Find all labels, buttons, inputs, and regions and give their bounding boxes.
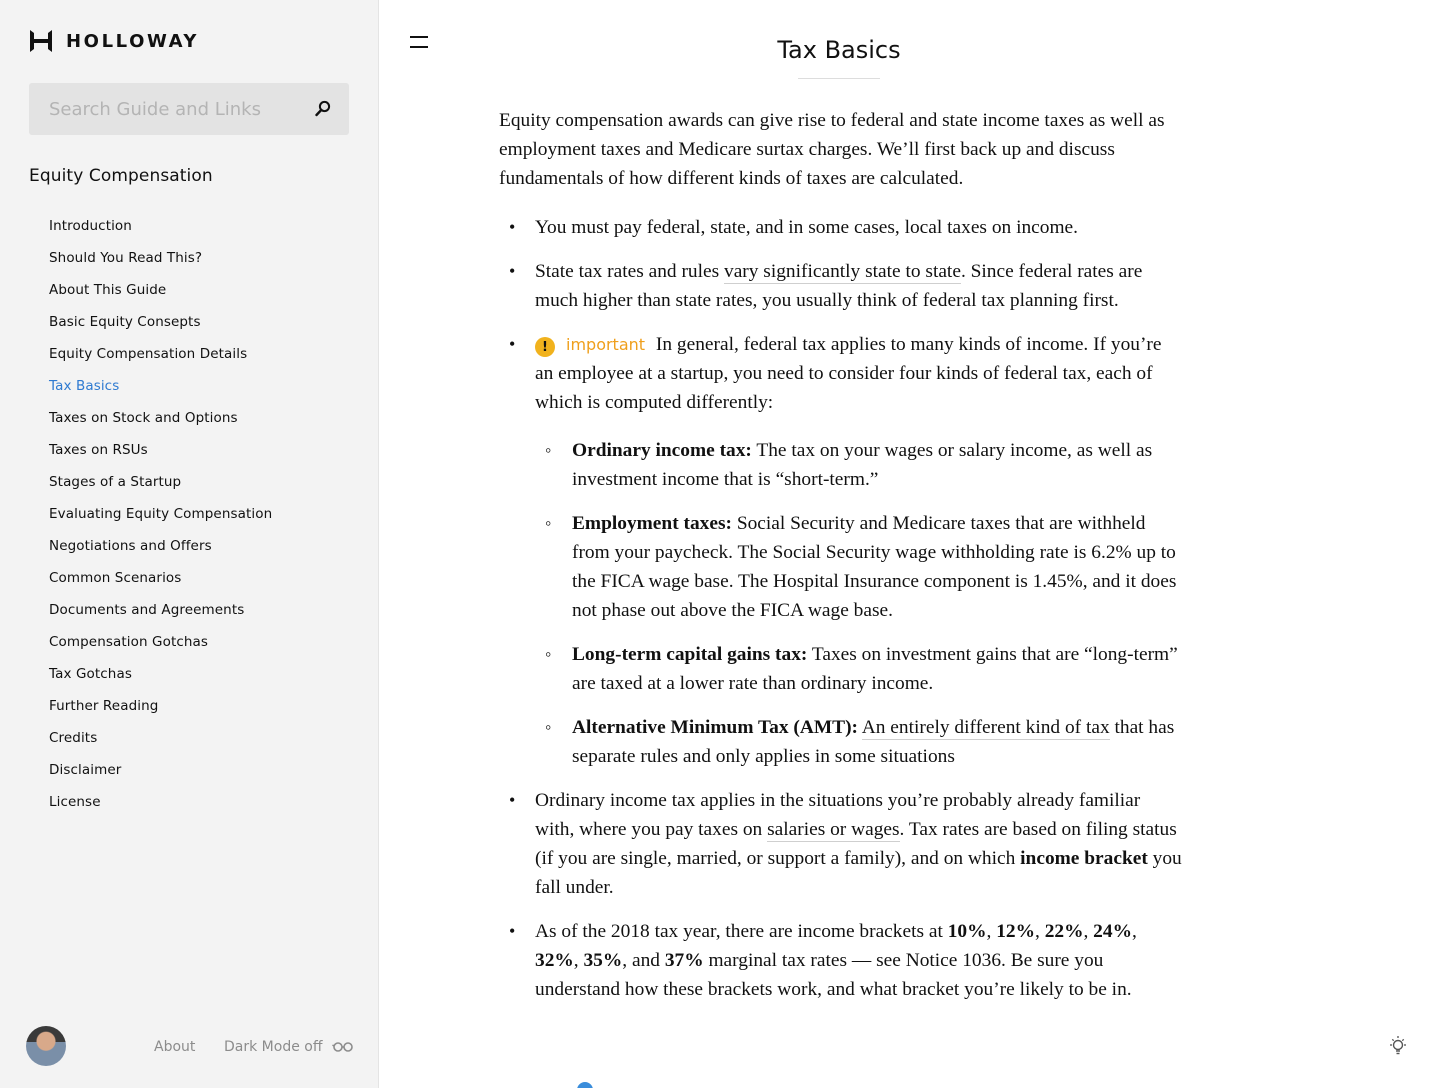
glasses-icon (332, 1041, 354, 1053)
term-description: Taxes on investment gains that are “long-term” are taxed at a lower rate than ordinary income. (572, 644, 1178, 694)
important-badge (535, 330, 645, 359)
rate-value: 22% (1044, 921, 1084, 942)
sidebar-item-label[interactable]: Common Scenarios (49, 570, 182, 586)
menu-icon[interactable] (410, 34, 430, 50)
sidebar-item-documents-and-agreements (49, 600, 272, 632)
sidebar-item-equity-compensation-details (49, 344, 272, 376)
term-description: Social Security and Medicare taxes that are withheld from your paycheck. The Social Security wage withholding rate is 6.2% up to the FICA wage base. The Hospital Insurance component is 1.45%, and it does not phase out above the FICA wage base. (572, 513, 1177, 621)
bullet-text: State tax rates and rules (535, 261, 724, 282)
rate-value: 35% (583, 950, 623, 971)
bullet-text: and (631, 950, 660, 971)
avatar[interactable] (26, 1026, 66, 1066)
rate-value: 10% (947, 921, 987, 942)
rate-value: 12% (996, 921, 1035, 942)
sub-list (535, 436, 1183, 771)
rate-value: 37% (664, 950, 704, 971)
sidebar-item-label[interactable]: Compensation Gotchas (49, 634, 209, 650)
important-label: important (566, 335, 646, 354)
sidebar-item-label[interactable]: Documents and Agreements (49, 602, 245, 618)
sidebar-item-label[interactable]: Credits (49, 730, 98, 746)
exclamation-icon: • ! (535, 337, 555, 357)
sidebar-item-basic-equity-concepts (49, 312, 272, 344)
dark-mode-toggle[interactable] (224, 1039, 354, 1055)
sidebar-item-negotiations-and-offers (49, 536, 272, 568)
bullet-text: In general, federal tax applies to many kinds of income. If you’re an employee at a startup, you need to consider four kinds of federal tax, each of which is computed differently: (535, 334, 1162, 413)
sidebar-section-title[interactable]: Equity Compensation (29, 166, 213, 186)
sidebar-item-stages-of-a-startup (49, 472, 272, 504)
sidebar-item-compensation-gotchas (49, 632, 272, 664)
brand-logo[interactable] (29, 30, 199, 52)
sidebar-item-label[interactable]: Introduction (49, 218, 132, 234)
sidebar-item-credits (49, 728, 272, 760)
sidebar-item-label-active[interactable]: Tax Basics (49, 378, 120, 394)
search-box (29, 83, 349, 135)
sidebar-item-label[interactable]: Basic Equity Consepts (49, 314, 201, 330)
salaries-link[interactable]: salaries or wages (767, 819, 900, 840)
list-item (499, 330, 1183, 771)
list-item (499, 786, 1183, 902)
bullet-text: marginal tax rates — see Notice 1036. Be sure you understand how these brackets work, and what bracket you’re likely to be in. (535, 950, 1132, 1000)
sidebar-item-should-you-read-this (49, 248, 272, 280)
term-description: that has separate rules and only applies in some situations (572, 717, 1175, 767)
sub-list-item (535, 713, 1183, 771)
bullet-text: . Tax rates are based on filing status (if you are single, married, or support a family), and on which (535, 819, 1177, 869)
sidebar-item-label[interactable]: Should You Read This? (49, 250, 203, 266)
sidebar-nav (49, 216, 272, 824)
bullet-text: As of the 2018 tax year, there are income brackets at (535, 921, 948, 942)
term-description: The tax on your wages or salary income, as well as investment income that is “short-term.” (572, 440, 1153, 490)
sidebar-item-label[interactable]: Evaluating Equity Compensation (49, 506, 273, 522)
sidebar-item-label[interactable]: Taxes on RSUs (49, 442, 148, 458)
about-link[interactable]: About (154, 1039, 196, 1055)
bullet-text: You must pay federal, state, and in some cases, local taxes on income. (535, 217, 1078, 238)
sidebar-item-further-reading (49, 696, 272, 728)
bullet-text: . Since federal rates are much higher than state rates, you usually think of federal tax planning first. (535, 261, 1143, 311)
sidebar-item-taxes-on-stock-and-options (49, 408, 272, 440)
sub-list-item (535, 436, 1183, 494)
term-amt: Alternative Minimum Tax (AMT): (572, 717, 858, 738)
sidebar-item-evaluating-equity-compensation (49, 504, 272, 536)
sidebar-footer (0, 1024, 379, 1068)
sidebar-item-label[interactable]: About This Guide (49, 282, 167, 298)
search-input[interactable] (29, 83, 299, 135)
bullet-text: you fall under. (535, 848, 1182, 898)
sidebar-item-label[interactable]: Negotiations and Offers (49, 538, 212, 554)
bullet-list (499, 213, 1183, 1004)
income-bracket-term: income bracket (1020, 848, 1148, 869)
page-title: Tax Basics (777, 36, 901, 64)
intro-paragraph: Equity compensation awards can give rise to federal and state income taxes as well as employment taxes and Medicare surtax charges. We’ll first back up and discuss fundamentals of how different kinds of taxes are calculated. (499, 110, 1165, 189)
sidebar-item-label[interactable]: Equity Compensation Details (49, 346, 248, 362)
sidebar-item-license (49, 792, 272, 824)
info-icon (577, 1082, 593, 1088)
search-icon[interactable] (315, 100, 331, 117)
rate-value: 32% (535, 950, 574, 971)
lightbulb-icon[interactable] (1386, 1034, 1410, 1058)
brand-name: HOLLOWAY (66, 30, 200, 52)
bullet-text: Ordinary income tax applies in the situations you’re probably already familiar with, where you pay taxes on (535, 790, 1141, 840)
rate-value: 24% (1093, 921, 1132, 942)
holloway-logo-icon (29, 30, 53, 52)
sidebar-item-label[interactable]: Tax Gotchas (49, 666, 132, 682)
vary-state-link[interactable]: vary significantly state to state (724, 261, 961, 282)
sidebar-item-introduction (49, 216, 272, 248)
title-divider (798, 78, 880, 79)
sidebar-item-label[interactable]: Taxes on Stock and Options (49, 410, 238, 426)
list-item: • As of the 2018 tax year, there are income brackets at 10%, 12%, 22%, 24%, 32%, 35%, and 37% marginal tax rates — see Notice 1036. Be sure you understand how these brackets work, and what bracket you’re likely to be in. (499, 917, 1183, 1004)
sidebar-item-common-scenarios (49, 568, 272, 600)
term-employment-taxes: Employment taxes: (572, 513, 732, 534)
term-ordinary-income: Ordinary income tax: (572, 440, 752, 461)
sidebar-item-label[interactable]: Further Reading (49, 698, 159, 714)
sidebar-item-label[interactable]: Disclaimer (49, 762, 122, 778)
sidebar-item-about-this-guide (49, 280, 272, 312)
sub-list-item (535, 640, 1183, 698)
term-long-term-capital-gains: Long-term capital gains tax: (572, 644, 808, 665)
sidebar-item-label[interactable]: Stages of a Startup (49, 474, 182, 490)
sub-list-item (535, 509, 1183, 625)
article-body (499, 106, 1183, 1019)
sidebar-item-label[interactable]: License (49, 794, 101, 810)
sidebar-item-disclaimer (49, 760, 272, 792)
list-item (499, 257, 1183, 315)
amt-link[interactable]: An entirely different kind of tax (861, 717, 1110, 738)
dark-mode-label: Dark Mode off (224, 1039, 323, 1055)
list-item (499, 213, 1183, 242)
sidebar-item-tax-basics (49, 376, 272, 408)
sidebar-item-taxes-on-rsus (49, 440, 272, 472)
sidebar (0, 0, 379, 1088)
sidebar-item-tax-gotchas (49, 664, 272, 696)
